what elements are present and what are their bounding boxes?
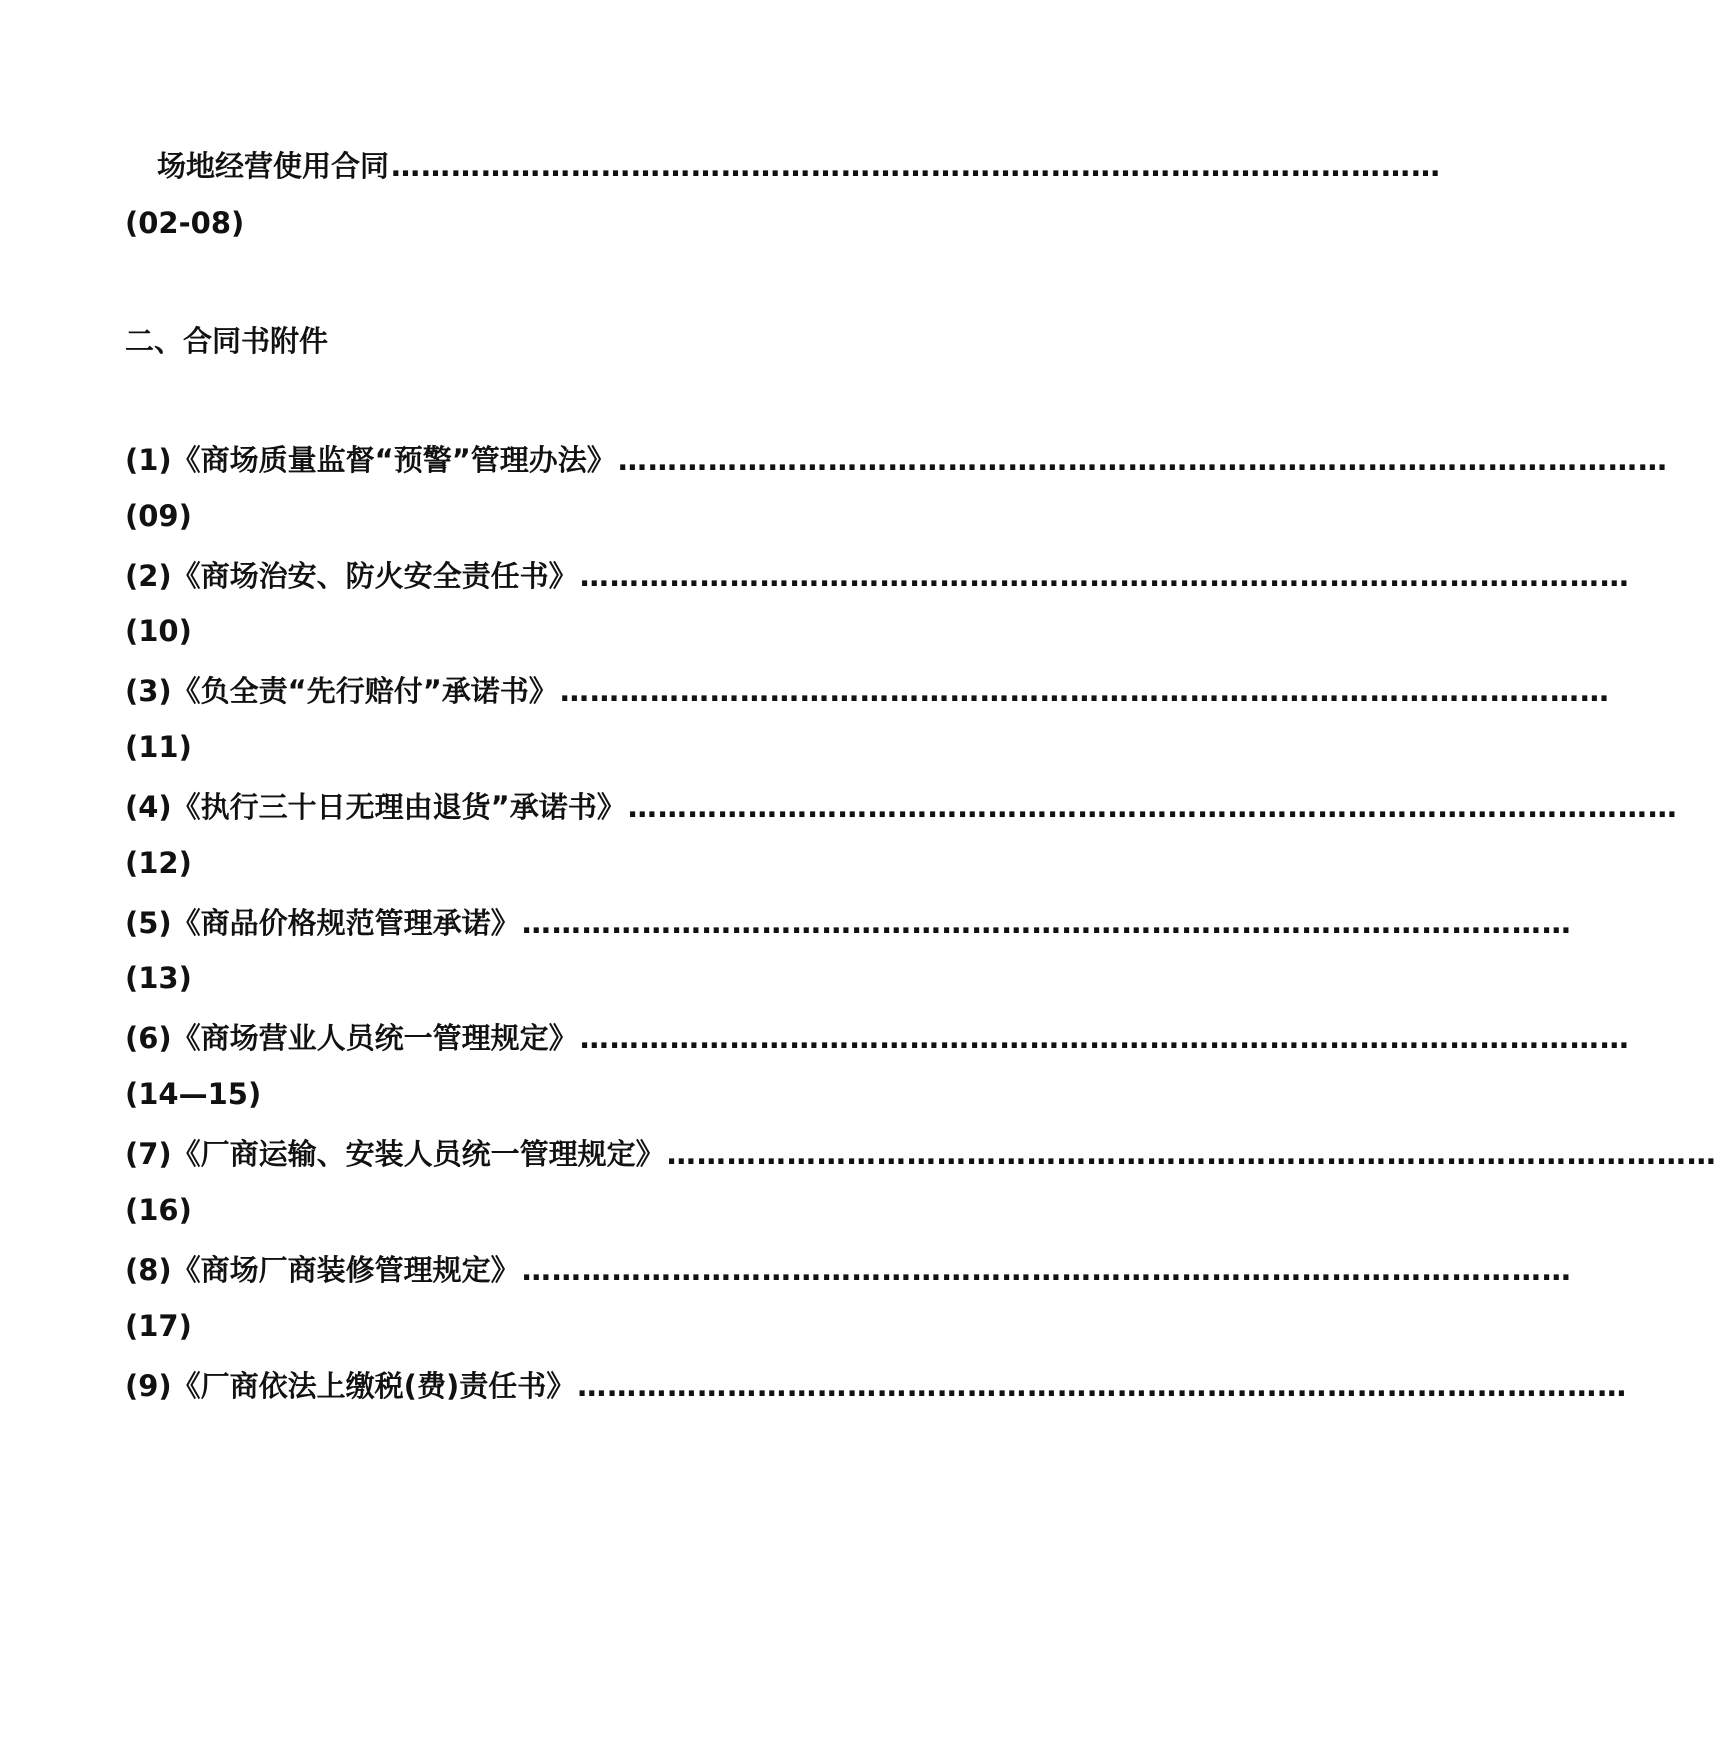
- toc-page-range: (11): [125, 730, 192, 764]
- toc-entry-annex-4: [125, 782, 1678, 832]
- toc-entry-label: (2)《商场治安、防火安全责任书》: [125, 559, 578, 593]
- toc-entry-label: (9)《厂商依法上缴税(费)责任书》: [125, 1369, 576, 1403]
- dot-leader: ……………………………………………………………………………………………: [627, 790, 1678, 824]
- section-heading: 二、合同书附件: [125, 324, 329, 358]
- toc-page-range: (02-08): [125, 206, 245, 240]
- toc-entry-annex-7: [125, 1129, 1717, 1179]
- dot-leader: ……………………………………………………………………………………………: [577, 1369, 1628, 1403]
- dot-leader: ……………………………………………………………………………………………: [391, 149, 1442, 183]
- toc-page-range: (10): [125, 614, 192, 648]
- dot-leader: ……………………………………………………………………………………………: [559, 674, 1610, 708]
- toc-entry-annex-6: [125, 1013, 1630, 1063]
- dot-leader: ……………………………………………………………………………………………: [666, 1137, 1717, 1171]
- toc-entry-contract: [125, 141, 1442, 191]
- dot-leader: ……………………………………………………………………………………………: [521, 906, 1572, 940]
- toc-entry-label: (4)《执行三十日无理由退货”承诺书》: [125, 790, 626, 824]
- dot-leader: ……………………………………………………………………………………………: [579, 1021, 1630, 1055]
- toc-page-range: (13): [125, 961, 192, 995]
- toc-entry-annex-3: [125, 666, 1610, 716]
- toc-entry-annex-2: [125, 551, 1630, 601]
- toc-entry-annex-8: [125, 1245, 1572, 1295]
- toc-page-range: (09): [125, 499, 192, 533]
- dot-leader: ……………………………………………………………………………………………: [617, 443, 1668, 477]
- toc-entry-label: (5)《商品价格规范管理承诺》: [125, 906, 520, 940]
- toc-entry-label: (7)《厂商运输、安装人员统一管理规定》: [125, 1137, 665, 1171]
- toc-entry-label: (6)《商场营业人员统一管理规定》: [125, 1021, 578, 1055]
- dot-leader: ……………………………………………………………………………………………: [521, 1253, 1572, 1287]
- toc-page-range: (14—15): [125, 1077, 262, 1111]
- toc-page-range: (16): [125, 1193, 192, 1227]
- toc-page-range: (12): [125, 846, 192, 880]
- toc-page-range: (17): [125, 1309, 192, 1343]
- toc-entry-annex-9: [125, 1361, 1628, 1411]
- dot-leader: ……………………………………………………………………………………………: [579, 559, 1630, 593]
- toc-entry-annex-5: [125, 898, 1572, 948]
- toc-entry-label: (8)《商场厂商装修管理规定》: [125, 1253, 520, 1287]
- toc-entry-label: (3)《负全责“先行赔付”承诺书》: [125, 674, 558, 708]
- toc-entry-annex-1: [125, 435, 1668, 485]
- toc-entry-label: 场地经营使用合同: [157, 149, 390, 183]
- toc-entry-label: (1)《商场质量监督“预警”管理办法》: [125, 443, 616, 477]
